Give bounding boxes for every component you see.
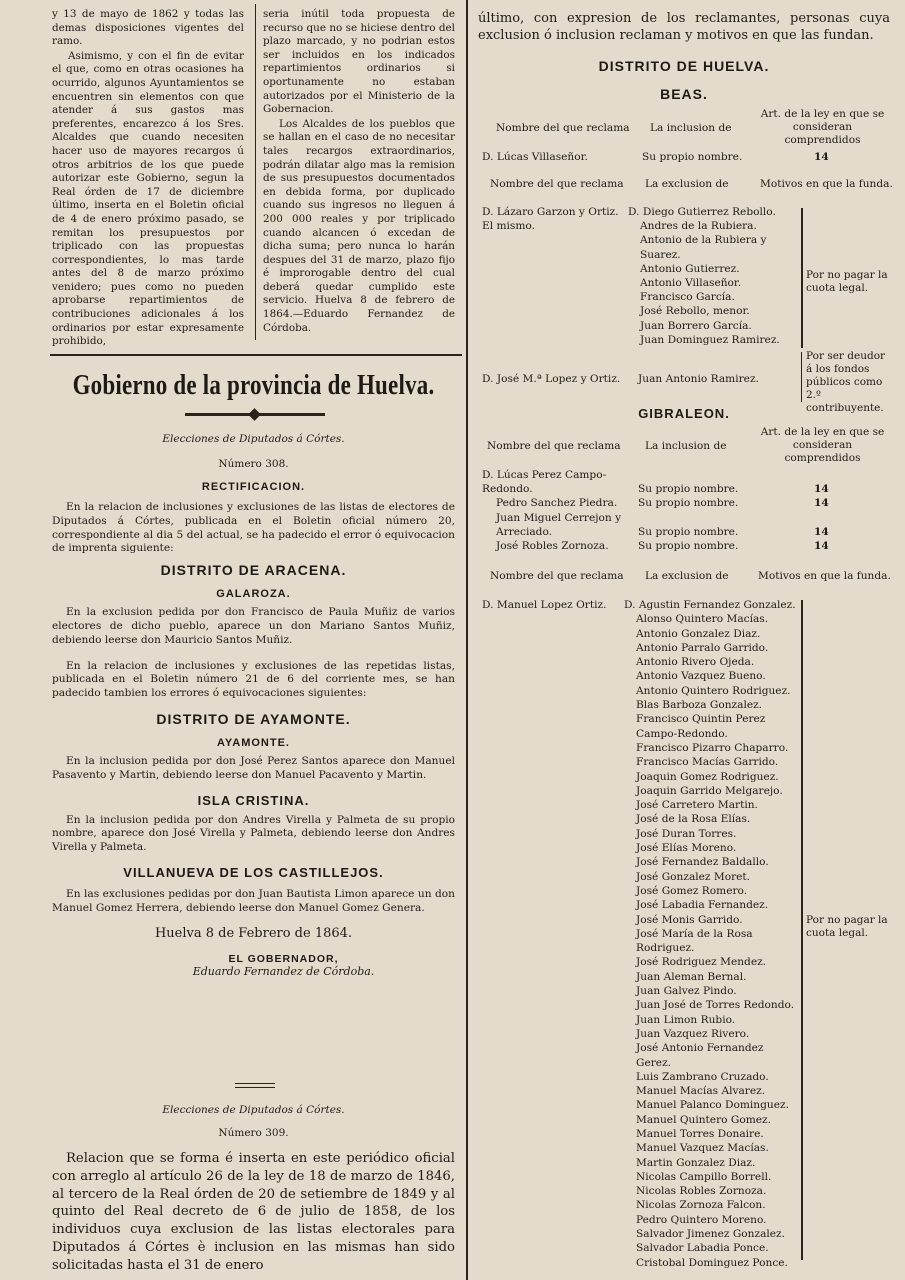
art-cell: 14	[814, 483, 829, 496]
beas-hdr-art: Art. de la ley en que se consideran comprendidos	[760, 108, 885, 146]
list-item: Blas Barboza Gonzalez.	[636, 699, 763, 712]
list-item: José Monis Garrido.	[636, 913, 743, 926]
ayamonte-text: En la inclusion pedida por don José Perez Santos aparece don Manuel Pasavento y Martin, debiendo leerse don Manuel Pacavento y Martin.	[52, 754, 455, 781]
beas-incl-person: Su propio nombre.	[642, 151, 743, 163]
list-item: Antonio Gonzalez Diaz.	[636, 627, 761, 640]
table-row	[482, 468, 890, 496]
right-column-intro	[478, 10, 890, 102]
alcaldes-paragraph: Los Alcaldes de los pueblos que se hallan en el caso de no necesitar tales recargos extraordinarios, podrán dilatar algo mas la remision de sus presupuestos documentados en debida forma, por duplicado cuando sus ingresos no lleguen á 200 000 reales y por triplicado cuando alcancen ó excedan de dicha suma; pero nunca lo harán despues del 31 de marzo, plazo fijo é improrogable dentro del cual deberá quedar cumplido este servicio. Huelva 8 de febrero de 1864.—Eduardo Fernandez de Córdoba.	[263, 117, 455, 334]
asimismo-paragraph: Asimismo, y con el fin de evitar el que, como en otras ocasiones ha ocurrido, algunos Ayuntamientos se encuentren sin elementos con que atender á sus gastos mas preferentes, encarezco á los Sres. Alcaldes que cuando necesiten hacer uso de mayores recargos ú otros arbitrios de los que puede autorizar este Gobierno, segun la Real órden de 17 de diciembre último, inserta en el Boletin oficial de 4 de enero próximo pasado, se remitan los presupuestos por triplicado con las propuestas correspondientes, lo mas tarde antes del 8 de marzo próximo venidero; pues como no pueden aprobarse repartimientos de contribuciones adicionales á los ordinarios por estar expresamente prohibido,	[52, 49, 244, 348]
list-item: Joaquin Garrido Melgarejo.	[636, 784, 783, 797]
list-item: José Carretero Martin.	[636, 799, 758, 812]
list-item: Nicolas Campillo Borrell.	[636, 1170, 772, 1183]
repetidas-text: En la relacion de inclusiones y exclusiones de las repetidas listas, publicada en el Boletin número 21 de 6 del corriente mes, se han padecido tambien los errores ó equivocaciones siguientes:	[52, 659, 455, 700]
list-item: D. Diego Gutierrez Rebollo.	[628, 206, 776, 218]
list-item: Antonio Villaseñor.	[640, 277, 742, 290]
number-309: Número 309.	[218, 1127, 289, 1139]
list-item: Juan Galvez Pindo.	[636, 985, 737, 998]
date-line: Huelva 8 de Febrero de 1864.	[154, 925, 353, 941]
list-item: Manuel Macías Alvarez.	[636, 1085, 766, 1098]
list-item: Juan Aleman Bernal.	[636, 970, 747, 983]
government-heading	[52, 368, 455, 400]
center-column-rule	[466, 0, 468, 1280]
text-column-1	[52, 8, 244, 349]
gib-hdr-inclusion: La inclusion de	[645, 440, 727, 452]
distrito-huelva: DISTRITO DE HUELVA.	[598, 58, 770, 74]
ayamonte-heading: AYAMONTE.	[217, 736, 290, 749]
gibraleon-heading: GIBRALEON.	[638, 406, 730, 421]
number-308: Número 308.	[218, 458, 289, 470]
gib-ex-claimant: D. Manuel Lopez Ortiz.	[482, 599, 607, 611]
list-item: Antonio de la Rubiera y Suarez.	[640, 234, 767, 261]
list-item: Nicolas Robles Zornoza.	[636, 1185, 767, 1198]
section-divider	[50, 354, 462, 356]
separator-ornament	[235, 1083, 275, 1088]
beas-excluded-list	[628, 205, 793, 347]
list-item: Francisco Pizarro Chaparro.	[636, 741, 789, 754]
art-cell: 14	[814, 525, 829, 538]
list-item: Nicolas Zornoza Falcon.	[636, 1199, 766, 1212]
beas-reason-2: Por ser deudor á los fondos públicos como 2.º contribuyente.	[806, 350, 886, 414]
art-cell: 14	[814, 540, 829, 553]
rectificacion-heading: RECTIFICACION.	[201, 481, 306, 493]
beas-hdr-exclusion: La exclusion de	[645, 178, 729, 190]
list-item: José María de la Rosa Rodriguez.	[636, 927, 753, 955]
list-item: Francisco García.	[640, 291, 735, 304]
galaroza-heading: GALAROZA.	[216, 588, 291, 601]
isla-cristina-text: En la inclusion pedida por don Andres Virella y Palmeta de su propio nombre, aparece don José Virella y Palmeta, debiendo leerse don Andres Virella y Palmeta.	[52, 813, 455, 854]
table-row	[482, 496, 890, 510]
gib-hdr-nombre-ex: Nombre del que reclama	[490, 570, 624, 582]
person-cell: Su propio nombre.	[638, 483, 739, 496]
list-item: Antonio Parralo Garrido.	[636, 641, 769, 654]
list-item: Manuel Palanco Dominguez.	[636, 1099, 789, 1112]
isla-cristina-heading: ISLA CRISTINA.	[197, 792, 310, 808]
beas-ex-claimant-1: D. Lázaro Garzon y Ortiz.	[482, 206, 619, 218]
beas-brace-2	[801, 352, 802, 402]
list-item: Antonio Quintero Rodriguez.	[636, 684, 791, 697]
list-item: Luis Zambrano Cruzado.	[636, 1070, 769, 1083]
text-column-2	[263, 8, 455, 335]
galaroza-text: En la exclusion pedida por don Francisco de Paula Muñiz de varios electores de dicho pueblo, aparece un don Mariano Santos Muñiz, debiendo leerse don Mauricio Santos Muñiz.	[52, 606, 455, 646]
list-item: José Gonzalez Moret.	[636, 870, 751, 883]
gibraleon-inclusion-table	[482, 468, 890, 553]
elections-308-block	[52, 432, 455, 978]
list-item: José Rodriguez Mendez.	[636, 956, 767, 969]
beas-incl-claimant: D. Lúcas Villaseñor.	[482, 151, 588, 163]
list-item: Joaquin Gomez Rodriguez.	[636, 770, 779, 783]
list-item: Francisco Quintin Perez Campo-Redondo.	[636, 713, 766, 740]
elections-heading-2: Elecciones de Diputados á Córtes.	[162, 1104, 345, 1116]
beas-reason-1: Por no pagar la cuota legal.	[806, 269, 888, 294]
list-item: Salvador Labadia Ponce.	[636, 1242, 769, 1255]
gibraleon-excluded-list	[624, 598, 799, 1270]
person-cell: Su propio nombre.	[638, 525, 739, 538]
claimant-cell: Pedro Sanchez Piedra.	[496, 497, 618, 510]
list-item: José de la Rosa Elías.	[636, 813, 751, 826]
list-item: Manuel Torres Donaire.	[636, 1127, 764, 1140]
person-cell: Su propio nombre.	[638, 540, 739, 553]
list-item: Martin Gonzalez Diaz.	[636, 1156, 756, 1169]
beas-ex2-claimant: D. José M.ª Lopez y Ortiz.	[482, 373, 621, 385]
top-left-column-rule	[255, 4, 256, 340]
beas-hdr-motivos: Motivos en que la funda.	[760, 178, 893, 190]
list-item: José Antonio Fernandez Gerez.	[636, 1042, 764, 1069]
list-item: Juan Vazquez Rivero.	[636, 1027, 750, 1040]
gib-reason: Por no pagar la cuota legal.	[806, 914, 888, 939]
relacion-text: Relacion que se forma é inserta en este periódico oficial con arreglo al artículo 26 de la ley de 18 de marzo de 1846, al tercero de la Real órden de 20 de setiembre de 1849 y al quinto del Real decreto de 6 de julio de 1858, de los individuos cuya exclusion de las listas electorales para Diputados á Córtes è inclusion en las mismas han sido solicitadas hasta el 31 de enero	[52, 1151, 455, 1273]
beas-hdr-nombre: Nombre del que reclama	[496, 122, 630, 134]
list-item: Andres de la Rubiera.	[640, 220, 757, 233]
list-item: José Fernandez Baldallo.	[636, 856, 769, 869]
claimant-cell: José Robles Zornoza.	[496, 540, 609, 553]
gib-hdr-art: Art. de la ley en que se consideran comprendidos	[760, 426, 885, 464]
person-cell: Su propio nombre.	[638, 497, 739, 510]
list-item: José Duran Torres.	[636, 827, 737, 840]
list-item: Francisco Macías Garrido.	[636, 756, 779, 769]
list-item: Juan Limon Rubio.	[636, 1013, 736, 1026]
list-item: José Labadia Fernandez.	[636, 899, 769, 912]
seria-paragraph: seria inútil toda propuesta de recurso que no se hiciese dentro del plazo marcado, y no podrian estos ser incluidos en los indicados repartimientos ordinarios si oportunamente no estaban autorizados por el Ministerio de la Gobernacion.	[263, 8, 455, 116]
list-item: José Elías Moreno.	[636, 842, 737, 855]
beas-hdr-nombre-ex: Nombre del que reclama	[490, 178, 624, 190]
gobernador-label: EL GOBERNADOR,	[228, 952, 339, 965]
gov-title: Gobierno de la provincia de Huelva.	[72, 368, 435, 400]
elections-heading-1: Elecciones de Diputados á Córtes.	[162, 433, 345, 445]
gobernador-name: Eduardo Fernandez de Córdoba.	[192, 964, 375, 978]
ornament-diamond	[248, 408, 261, 421]
table-row	[482, 539, 890, 553]
list-item: Alonso Quintero Macías.	[636, 613, 769, 626]
list-item: D. Agustin Fernandez Gonzalez.	[624, 599, 796, 611]
list-item: Manuel Quintero Gomez.	[636, 1113, 771, 1126]
list-item: Juan Dominguez Ramirez.	[640, 333, 780, 346]
claimant-cell: Juan Miguel Cerrejon y Arreciado.	[496, 511, 622, 538]
beas-heading: BEAS.	[660, 86, 708, 102]
gib-hdr-nombre: Nombre del que reclama	[487, 440, 621, 452]
list-item: Manuel Vazquez Macías.	[636, 1142, 769, 1155]
list-item: Pedro Quintero Moreno.	[636, 1213, 767, 1226]
elections-309-block	[52, 1103, 455, 1275]
list-item: Antonio Rivero Ojeda.	[636, 656, 755, 669]
list-item: José Gomez Romero.	[636, 884, 748, 897]
art-cell: 14	[814, 497, 829, 510]
rectificacion-text: En la relacion de inclusiones y exclusiones de las listas de electores de Diputados á Córtes, publicada en el Boletin oficial número 20, correspondiente al dia 5 del actual, se ha padecido el error ó equivocacion de imprenta siguiente:	[52, 501, 455, 555]
list-item: Juan Borrero García.	[640, 319, 752, 332]
list-item: Cristobal Dominguez Ponce.	[636, 1256, 788, 1269]
continued-paragraph: y 13 de mayo de 1862 y todas las demas disposiciones vigentes del ramo.	[52, 8, 244, 48]
table-row	[482, 511, 890, 539]
gib-hdr-exclusion: La exclusion de	[645, 570, 729, 582]
gib-hdr-motivos: Motivos en que la funda.	[758, 570, 891, 582]
claimant-cell: D. Lúcas Perez Campo-Redondo.	[482, 469, 607, 496]
beas-ex-claimant-2: El mismo.	[482, 220, 535, 232]
list-item: Antonio Gutierrez.	[640, 262, 740, 275]
beas-hdr-inclusion: La inclusion de	[650, 122, 732, 134]
list-item: José Rebollo, menor.	[640, 305, 750, 318]
intro-text: último, con expresion de los reclamantes, personas cuya exclusion ó inclusion reclaman y motivos en que las fundan.	[478, 11, 890, 43]
distrito-aracena: DISTRITO DE ARACENA.	[160, 562, 347, 579]
villanueva-text: En las exclusiones pedidas por don Juan Bautista Limon aparece un don Manuel Gomez Herrera, debiendo leerse don Manuel Gomez Genera.	[52, 887, 455, 914]
beas-ex2-person: Juan Antonio Ramirez.	[638, 373, 759, 385]
distrito-ayamonte: DISTRITO DE AYAMONTE.	[156, 710, 351, 727]
gib-brace	[801, 600, 803, 1260]
beas-incl-art: 14	[814, 151, 829, 163]
beas-brace	[801, 208, 803, 348]
list-item: Antonio Vazquez Bueno.	[636, 670, 766, 683]
list-item: Juan José de Torres Redondo.	[636, 999, 795, 1012]
villanueva-heading: VILLANUEVA DE LOS CASTILLEJOS.	[123, 864, 384, 880]
list-item: Salvador Jimenez Gonzalez.	[636, 1228, 786, 1241]
